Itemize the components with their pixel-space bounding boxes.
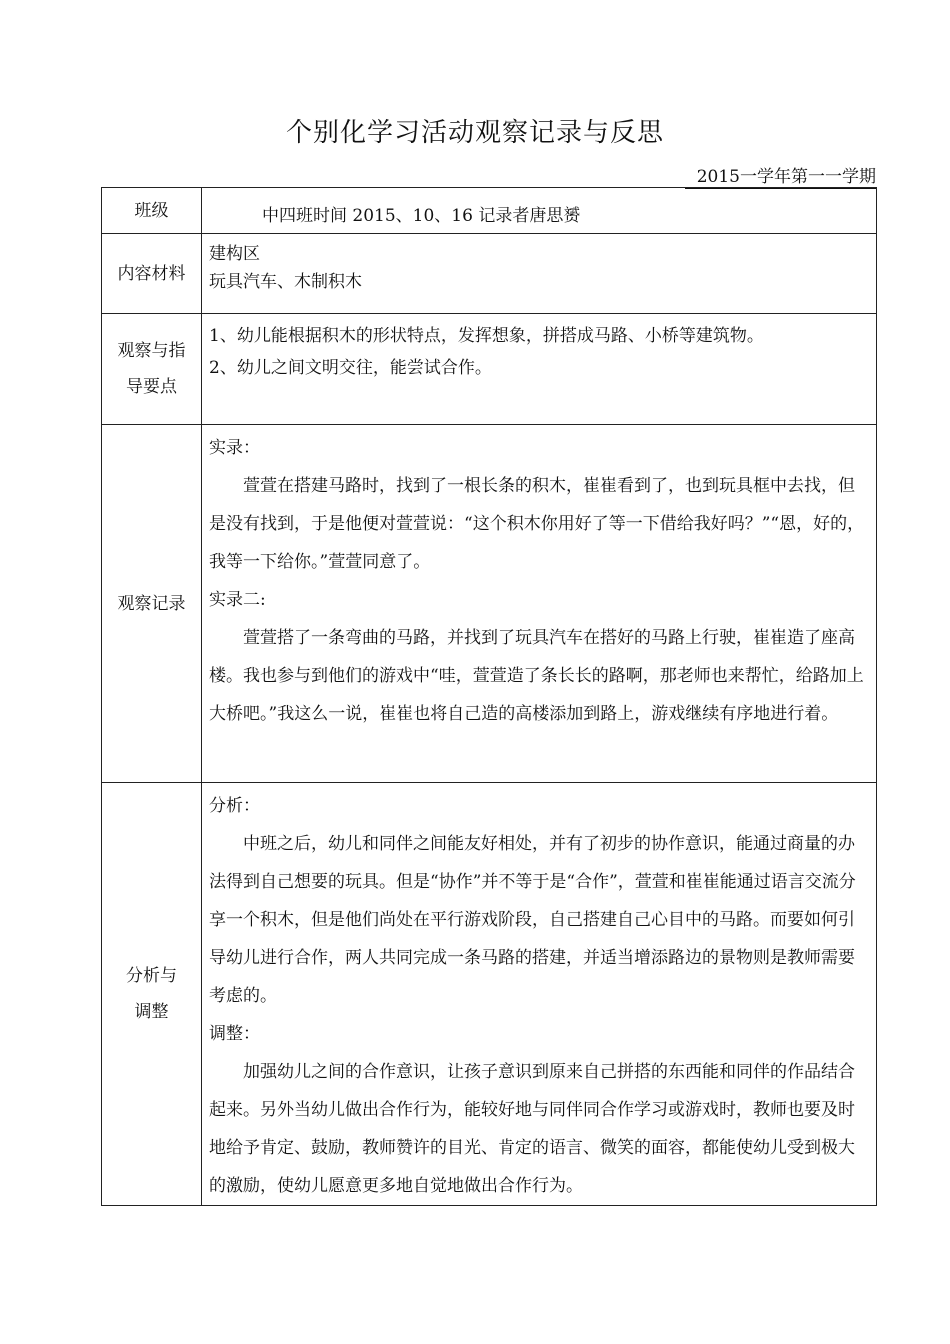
materials-line-2: 玩具汽车、木制积木	[209, 272, 362, 292]
row-guidance	[102, 314, 877, 425]
row-analysis	[102, 783, 877, 1206]
cell-materials	[202, 234, 877, 314]
row-materials	[102, 234, 877, 314]
cell-guidance	[202, 314, 877, 425]
observation-heading-2: 实录二:	[209, 590, 266, 610]
materials-line-1: 建构区	[209, 244, 260, 264]
label-analysis-line-2: 调整	[134, 1002, 169, 1022]
analysis-heading: 分析：	[209, 796, 260, 816]
label-guidance-line-1: 观察与指	[117, 341, 186, 361]
label-materials: 内容材料	[102, 234, 202, 314]
cell-class	[202, 188, 877, 234]
label-observation: 观察记录	[102, 425, 202, 783]
observation-paragraph-1: 萱萱在搭建马路时，找到了一根长条的积木，崔崔看到了，也到玩具框中去找，但是没有找到，于是他便对萱萱说：“这个积木你用好了等一下借给我好吗？”“恩，好的，我等一下给你。”萱萱同意了。	[209, 476, 865, 572]
label-class: 班级	[102, 188, 202, 234]
analysis-paragraph: 中班之后，幼儿和同伴之间能友好相处，并有了初步的协作意识，能通过商量的办法得到自己想要的玩具。但是“协作”并不等于是“合作”，萱萱和崔崔能通过语言交流分享一个积木，但是他们尚处在平行游戏阶段，自己搭建自己心目中的马路。而要如何引导幼儿进行合作，两人共同完成一条马路的搭建，并适当增添路边的景物则是教师需要考虑的。	[209, 834, 856, 1006]
term-label: 2015一学年第一一学期	[685, 166, 876, 189]
label-guidance-line-2: 导要点	[126, 377, 177, 397]
guidance-line-2: 2、幼儿之间文明交往，能尝试合作。	[209, 358, 492, 378]
class-value: 中四班时间 2015、10、16 记录者唐思赟	[262, 206, 581, 226]
guidance-line-1: 1、幼儿能根据积木的形状特点，发挥想象，拼搭成马路、小桥等建筑物。	[209, 326, 764, 346]
observation-table	[101, 187, 877, 1206]
observation-paragraph-2: 萱萱搭了一条弯曲的马路，并找到了玩具汽车在搭好的马路上行驶，崔崔造了座高楼。我也参与到他们的游戏中“哇，萱萱造了条长长的路啊，那老师也来帮忙，给路加上大桥吧。”我这么一说，崔崔也将自己造的高楼添加到路上，游戏继续有序地进行着。	[209, 628, 864, 724]
label-analysis	[102, 783, 202, 1206]
label-analysis-line-1: 分析与	[126, 966, 177, 986]
adjustment-heading: 调整：	[209, 1024, 260, 1044]
cell-analysis	[202, 783, 877, 1206]
cell-observation	[202, 425, 877, 783]
page-title: 个别化学习活动观察记录与反思	[285, 118, 664, 148]
row-class	[102, 188, 877, 234]
label-guidance	[102, 314, 202, 425]
adjustment-paragraph: 加强幼儿之间的合作意识，让孩子意识到原来自己拼搭的东西能和同伴的作品结合起来。另外当幼儿做出合作行为，能较好地与同伴同合作学习或游戏时，教师也要及时地给予肯定、鼓励，教师赞许的目光、肯定的语言、微笑的面容，都能使幼儿受到极大的激励，使幼儿愿意更多地自觉地做出合作行为。	[209, 1062, 855, 1196]
observation-heading-1: 实录：	[209, 438, 260, 458]
row-observation	[102, 425, 877, 783]
